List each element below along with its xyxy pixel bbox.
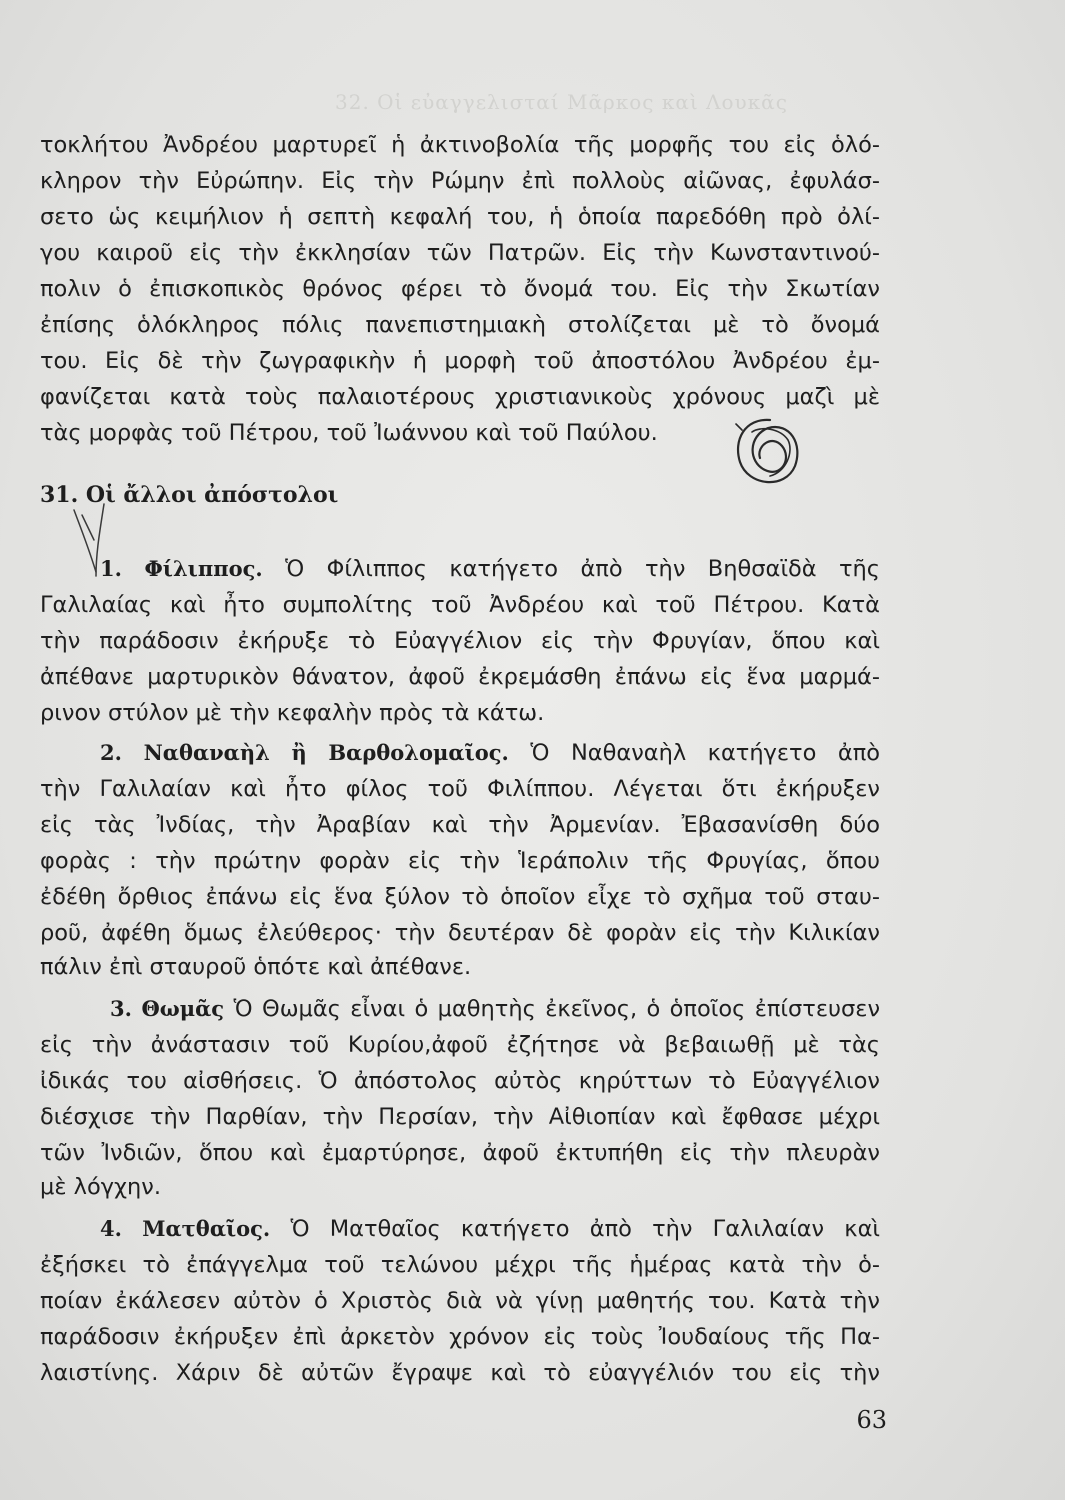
text-line: τὰς μορφὰς τοῦ Πέτρου, τοῦ Ἰωάννου καὶ τοῦ Παύλου. xyxy=(40,420,658,446)
text-line: τὴν παράδοσιν ἐκήρυξε τὸ Εὐαγγέλιον εἰς τὴν Φρυγίαν, ὅπου καὶ xyxy=(40,628,880,654)
text-line: τὴν Γαλιλαίαν καὶ ἦτο φίλος τοῦ Φιλίππου. Λέγεται ὅτι ἐκήρυξεν xyxy=(40,776,880,802)
text-line: ποίαν ἐκάλεσεν αὐτὸν ὁ Χριστὸς διὰ νὰ γίνῃ μαθητής του. Κατὰ τὴν xyxy=(40,1288,880,1314)
page-number: 63 xyxy=(856,1406,887,1434)
text-line: λαιστίνης. Χάριν δὲ αὐτῶν ἔγραψε καὶ τὸ εὐαγγέλιόν του εἰς τὴν xyxy=(40,1360,880,1386)
paragraph-first-line xyxy=(110,994,880,1024)
text-line: τῶν Ἰνδιῶν, ὅπου καὶ ἐμαρτύρησε, ἀφοῦ ἐκτυπήθη εἰς τὴν πλευρὰν xyxy=(40,1140,880,1166)
text-line: ἰδικάς του αἰσθήσεις. Ὁ ἀπόστολος αὐτὸς κηρύττων τὸ Εὐαγγέλιον xyxy=(40,1068,880,1094)
text-line: πάλιν ἐπὶ σταυροῦ ὁπότε καὶ ἀπέθανε. xyxy=(40,954,472,980)
text-line: τοκλήτου Ἀνδρέου μαρτυρεῖ ἡ ἀκτινοβολία τῆς μορφῆς του εἰς ὁλό- xyxy=(40,132,880,158)
item-title: 4. Ματθαῖος. xyxy=(100,1216,271,1241)
item-title: 2. Ναθαναὴλ ἢ Βαρθολομαῖος. xyxy=(100,740,509,765)
item-text: Ὁ Φίλιππος κατήγετο ἀπὸ τὴν Βηθσαϊδὰ τῆς xyxy=(285,556,880,582)
section-heading: 31. Οἱ ἄλλοι ἀπόστολοι xyxy=(40,482,339,508)
text-line: Γαλιλαίας καὶ ἦτο συμπολίτης τοῦ Ἀνδρέου καὶ τοῦ Πέτρου. Κατὰ xyxy=(40,592,880,618)
text-line: φορὰς : τὴν πρώτην φορὰν εἰς τὴν Ἱεράπολιν τῆς Φρυγίας, ὅπου xyxy=(40,848,880,874)
paragraph-first-line xyxy=(100,554,880,584)
text-line: εἰς τὴν ἀνάστασιν τοῦ Κυρίου,ἀφοῦ ἐζήτησε νὰ βεβαιωθῇ μὲ τὰς xyxy=(40,1032,880,1058)
text-line: κληρον τὴν Εὐρώπην. Εἰς τὴν Ρώμην ἐπὶ πολλοὺς αἰῶνας, ἐφυλάσ- xyxy=(40,168,880,194)
text-line: πολιν ὁ ἐπισκοπικὸς θρόνος φέρει τὸ ὄνομά του. Εἰς τὴν Σκωτίαν xyxy=(40,276,880,302)
item-title: 3. Θωμᾶς xyxy=(110,996,225,1021)
text-line: ρινον στύλον μὲ τὴν κεφαλὴν πρὸς τὰ κάτω. xyxy=(40,700,545,726)
text-line: παράδοσιν ἐκήρυξεν ἐπὶ ἀρκετὸν χρόνον εἰς τοὺς Ἰουδαίους τῆς Πα- xyxy=(40,1324,880,1350)
text-line: μὲ λόγχην. xyxy=(40,1174,162,1200)
text-line: του. Εἰς δὲ τὴν ζωγραφικὴν ἡ μορφὴ τοῦ ἀποστόλου Ἀνδρέου ἐμ- xyxy=(40,348,880,374)
item-text: Ὁ Θωμᾶς εἶναι ὁ μαθητὴς ἐκεῖνος, ὁ ὁποῖος ἐπίστευσεν xyxy=(233,996,881,1022)
item-text: Ὁ Ματθαῖος κατήγετο ἀπὸ τὴν Γαλιλαίαν καὶ xyxy=(290,1216,881,1242)
text-line: εἰς τὰς Ἰνδίας, τὴν Ἀραβίαν καὶ τὴν Ἀρμενίαν. Ἐβασανίσθη δύο xyxy=(40,812,880,838)
text-line: φανίζεται κατὰ τοὺς παλαιοτέρους χριστιανικοὺς χρόνους μαζὶ μὲ xyxy=(40,384,880,410)
text-line: ροῦ, ἀφέθη ὅμως ἐλεύθερος· τὴν δευτέραν δὲ φορὰν εἰς τὴν Κιλικίαν xyxy=(40,920,880,946)
item-text: Ὁ Ναθαναὴλ κατήγετο ἀπὸ xyxy=(530,740,881,766)
bleed-through-text: 32. Οἱ εὐαγγελισταί Μᾶρκος καὶ Λουκᾶς xyxy=(335,90,788,114)
text-line: ἐδέθη ὄρθιος ἐπάνω εἰς ἕνα ξύλον τὸ ὁποῖον εἶχε τὸ σχῆμα τοῦ σταυ- xyxy=(40,884,880,910)
text-line: ἐπίσης ὁλόκληρος πόλις πανεπιστημιακὴ στολίζεται μὲ τὸ ὄνομά xyxy=(40,312,880,338)
item-title: 1. Φίλιππος. xyxy=(100,556,263,581)
text-line: ἀπέθανε μαρτυρικὸν θάνατον, ἀφοῦ ἐκρεμάσθη ἐπάνω εἰς ἕνα μαρμά- xyxy=(40,664,880,690)
text-line: σετο ὡς κειμήλιον ἡ σεπτὴ κεφαλή του, ἡ ὁποία παρεδόθη πρὸ ὀλί- xyxy=(40,204,880,230)
paragraph-first-line xyxy=(100,1214,880,1244)
text-line: γου καιροῦ εἰς τὴν ἐκκλησίαν τῶν Πατρῶν. Εἰς τὴν Κωνσταντινού- xyxy=(40,240,880,266)
text-line: ἐξήσκει τὸ ἐπάγγελμα τοῦ τελώνου μέχρι τῆς ἡμέρας κατὰ τὴν ὁ- xyxy=(40,1252,880,1278)
text-line: διέσχισε τὴν Παρθίαν, τὴν Περσίαν, τὴν Αἰθιοπίαν καὶ ἔφθασε μέχρι xyxy=(40,1104,880,1130)
paragraph-first-line xyxy=(100,738,880,768)
